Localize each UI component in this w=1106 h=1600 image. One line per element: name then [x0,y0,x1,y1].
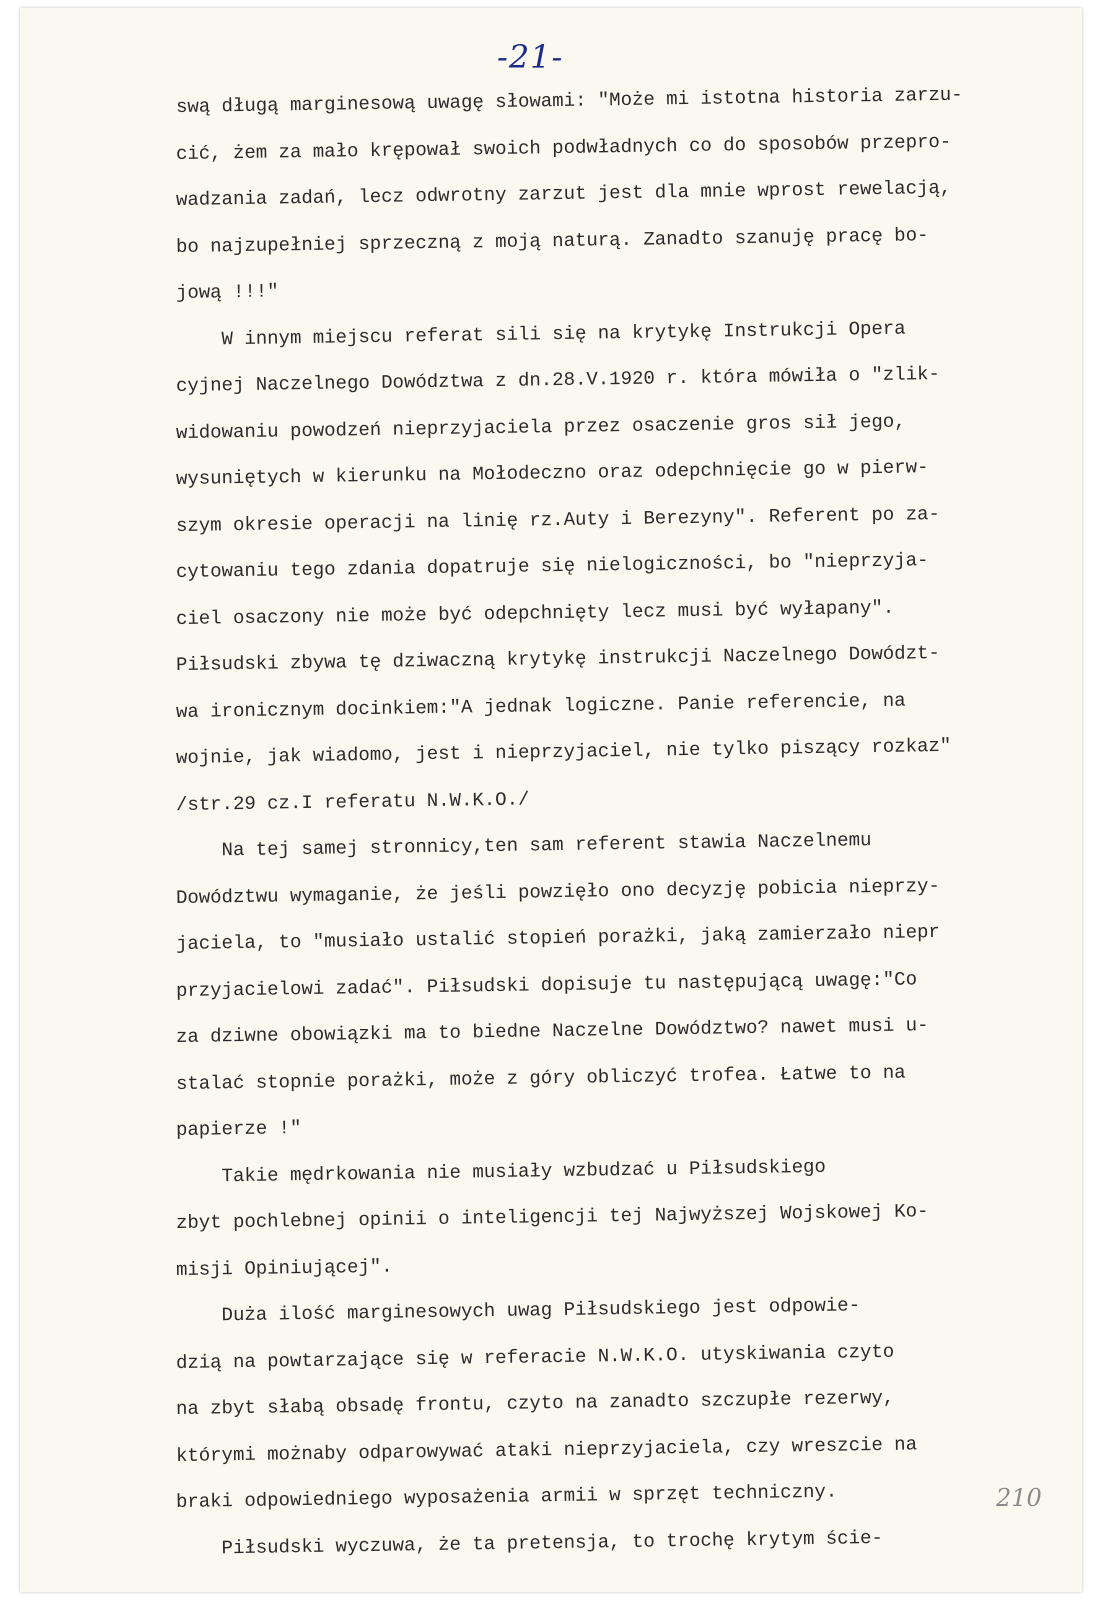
text-line: swą długą marginesową uwagę słowami: "Może mi istotna historia zarzu- [175,83,963,118]
page-number: -21- [497,38,564,76]
text-line: za dziwne obowiązki ma to biedne Naczelne Dowództwo? nawet musi u- [175,1014,929,1048]
text-line: braki odpowiedniego wyposażenia armii w sprzęt techniczny. [175,1480,838,1513]
text-line: jową !!!" [175,280,279,304]
text-line: szym okresie operacji na linię rz.Auty i Berezyny". Referent po za- [175,502,941,537]
text-line: /str.29 cz.I referatu N.W.K.O./ [175,787,530,816]
text-line: Piłsudski zbywa tę dziwaczną krytykę instrukcji Naczelnego Dowództ- [175,642,941,676]
text-line: Piłsudski wyczuwa, że ta pretensja, to trochę krytym ście- [175,1526,884,1560]
text-line: widowaniu powodzeń nieprzyjaciela przez osaczenie gros sił jego, [175,410,906,444]
text-line: wadzania zadań, lecz odwrotny zarzut jest dla mnie wprost rewelacją, [175,176,952,211]
text-line: W innym miejscu referat sili się na krytykę Instrukcji Opera [175,317,906,351]
text-line: cyjnej Naczelnego Dowództwa z dn.28.V.1920 r. która mówiła o "zlik- [175,363,941,397]
typewritten-text [176,84,1076,1572]
text-line: Takie mędrkowania nie musiały wzbudzać u Piłsudskiego [175,1155,826,1188]
text-line: na zbyt słabą obsadę frontu, czyto na zanadto szczupłe rezerwy, [175,1386,895,1420]
text-line: Duża ilość marginesowych uwag Piłsudskiego jest odpowie- [175,1294,861,1327]
text-line: ciel osaczony nie może być odepchnięty lecz musi być wyłapany". [175,596,895,630]
text-line: wojnie, jak wiadomo, jest i nieprzyjaciel, nie tylko piszący rozkaz" [175,734,952,769]
text-line: cytowaniu tego zdania dopatruje się nielogiczności, bo "nieprzyja- [175,549,929,583]
text-line: przyjacielowi zadać". Piłsudski dopisuje tu następującą uwagę:"Co [175,967,918,1002]
text-line: dzią na powtarzające się w referacie N.W.K.O. utyskiwania czyto [175,1340,895,1374]
text-line: jaciela, to "musiało ustalić stopień porażki, jaką zamierzało niepr [175,921,941,955]
text-line: wa ironicznym docinkiem:"A jednak logiczne. Panie referencie, na [175,689,906,723]
text-line: papierze !" [175,1117,302,1141]
archive-number: 210 [996,1484,1042,1512]
text-line: cić, żem za mało krępował swoich podwładnych co do sposobów przepro- [175,130,952,165]
text-line: stalać stopnie porażki, może z góry obliczyć trofea. Łatwe to na [175,1061,906,1095]
text-line: wysuniętych w kierunku na Mołodeczno oraz odepchnięcie go w pierw- [175,456,929,490]
text-line: bo najzupełniej sprzeczną z moją naturą. Zanadto szanuję pracę bo- [175,223,929,258]
text-line: misji Opiniującej". [175,1255,393,1281]
text-line: Na tej samej stronnicy,ten sam referent stawia Naczelnemu [175,829,872,862]
text-line: Dowództwu wymaganie, że jeśli powzięło ono decyzję pobicia nieprzy- [175,874,941,909]
text-line: zbyt pochlebnej opinii o inteligencji tej Najwyższej Wojskowej Ko- [175,1200,929,1234]
text-line: którymi możnaby odparowywać ataki nieprzyjaciela, czy wreszcie na [175,1432,918,1467]
